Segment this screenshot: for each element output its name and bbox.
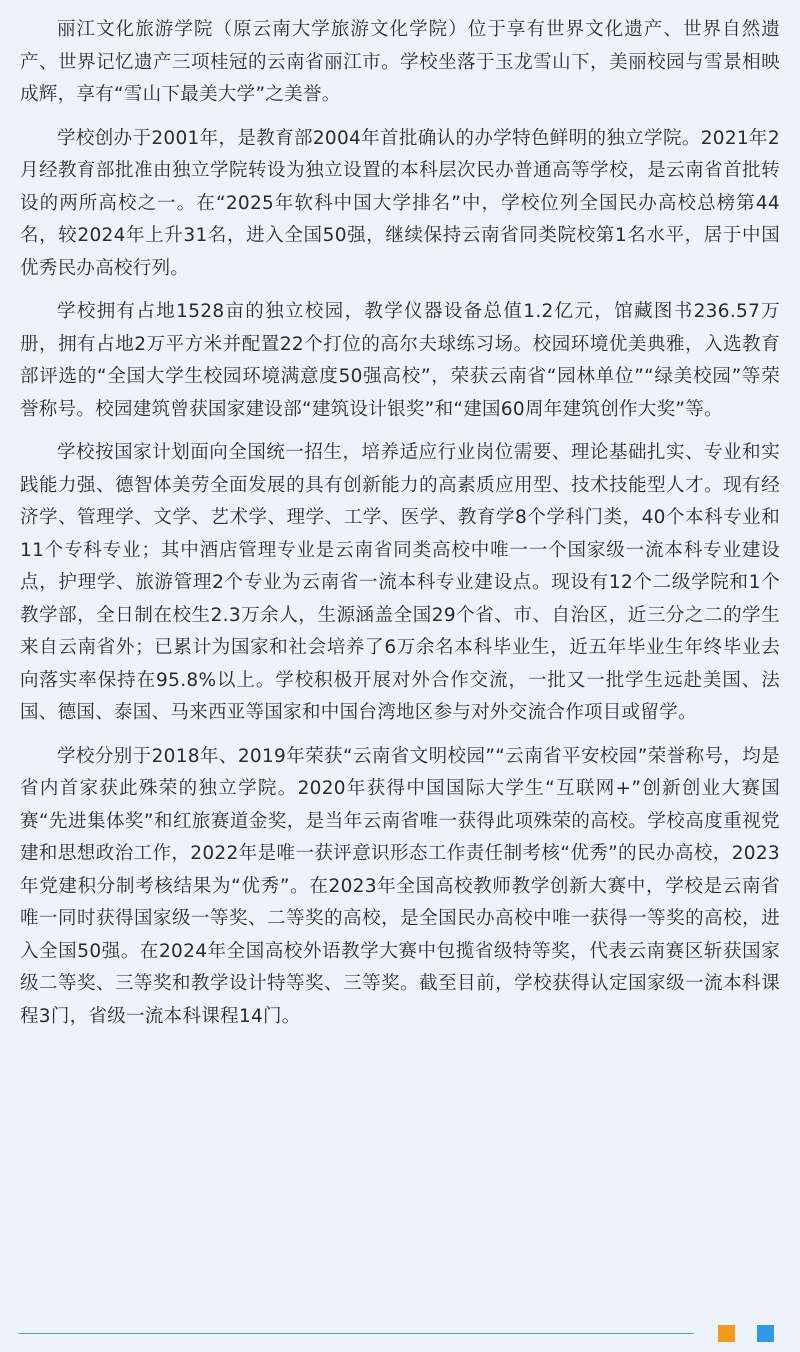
footer-decoration bbox=[0, 1316, 800, 1346]
footer-divider bbox=[18, 1333, 694, 1334]
paragraph-education: 学校按国家计划面向全国统一招生，培养适应行业岗位需要、理论基础扎实、专业和实践能力强、德智体美劳全面发展的具有创新能力的高素质应用型、技术技能型人才。现有经济学、管理学、文学、艺术学、理学、工学、医学、教育学8个学科门类，40个本科专业和11个专科专业；其中酒店管理专业是云南省同类高校中唯一一个国家级一流本科专业建设点，护理学、旅游管理2个专业为云南省一流本科专业建设点。现设有12个二级学院和1个教学部，全日制在校生2.3万余人，生源涵盖全国29个省、市、自治区，近三分之二的学生来自云南省外；已累计为国家和社会培养了6万余名本科毕业生，近五年毕业生年终毕业去向落实率保持在95.8%以上。学校积极开展对外合作交流，一批又一批学生远赴美国、法国、德国、泰国、马来西亚等国家和中国台湾地区参与对外交流合作项目或留学。 bbox=[20, 442, 780, 723]
paragraph-intro: 丽江文化旅游学院（原云南大学旅游文化学院）位于享有世界文化遗产、世界自然遗产、世界记忆遗产三项桂冠的云南省丽江市。学校坐落于玉龙雪山下，美丽校园与雪景相映成辉，享有“雪山下最美大学”之美誉。 bbox=[20, 19, 780, 105]
blue-square-icon bbox=[757, 1325, 774, 1342]
paragraph-history: 学校创办于2001年，是教育部2004年首批确认的办学特色鲜明的独立学院。2021年2月经教育部批准由独立学院转设为独立设置的本科层次民办普通高等学校，是云南省首批转设的两所高校之一。在“2025年软科中国大学排名”中，学校位列全国民办高校总榜第44名，较2024年上升31名，进入全国50强，继续保持云南省同类院校第1名水平，居于中国优秀民办高校行列。 bbox=[20, 127, 780, 279]
article-body bbox=[20, 14, 780, 1044]
paragraph-campus: 学校拥有占地1528亩的独立校园，教学仪器设备总值1.2亿元，馆藏图书236.57万册，拥有占地2万平方米并配置22个打位的高尔夫球练习场。校园环境优美典雅，入选教育部评选的“全国大学生校园环境满意度50强高校”，荣获云南省“园林单位”“绿美校园”等荣誉称号。校园建筑曾获国家建设部“建筑设计银奖”和“建国60周年建筑创作大奖”等。 bbox=[20, 301, 780, 420]
orange-square-icon bbox=[718, 1325, 735, 1342]
paragraph-honors: 学校分别于2018年、2019年荣获“云南省文明校园”“云南省平安校园”荣誉称号，均是省内首家获此殊荣的独立学院。2020年获得中国国际大学生“互联网+”创新创业大赛国赛“先进集体奖”和红旅赛道金奖，是当年云南省唯一获得此项殊荣的高校。学校高度重视党建和思想政治工作，2022年是唯一获评意识形态工作责任制考核“优秀”的民办高校，2023年党建积分制考核结果为“优秀”。在2023年全国高校教师教学创新大赛中，学校是云南省唯一同时获得国家级一等奖、二等奖的高校，是全国民办高校中唯一获得一等奖的高校，进入全国50强。在2024年全国高校外语教学大赛中包揽省级特等奖，代表云南赛区斩获国家级二等奖、三等奖和教学设计特等奖、三等奖。截至目前，学校获得认定国家级一流本科课程3门，省级一流本科课程14门。 bbox=[20, 745, 780, 1027]
